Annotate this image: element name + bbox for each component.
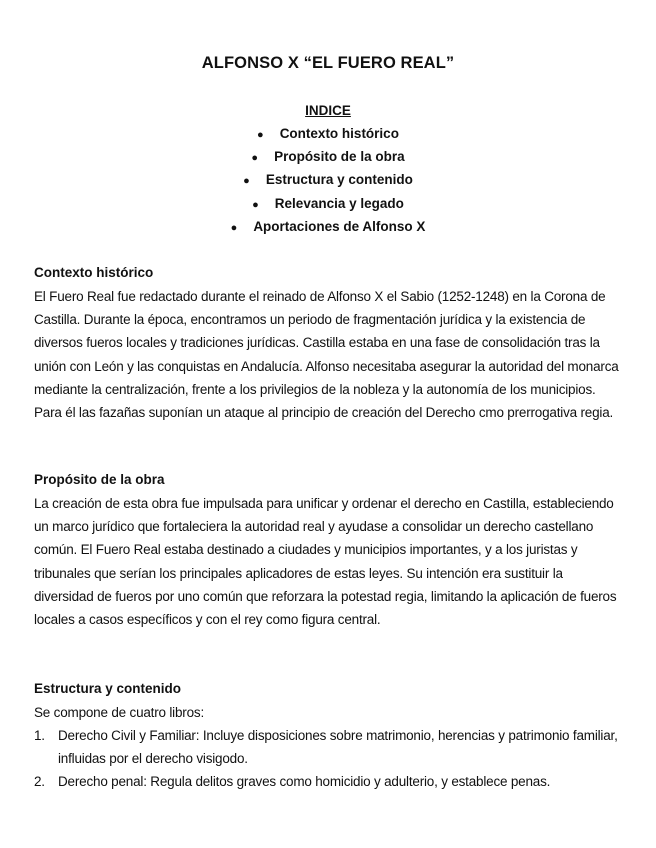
section-body-estructura: Se compone de cuatro libros: [34, 705, 204, 720]
index-item: ● Aportaciones de Alfonso X [0, 218, 656, 241]
numbered-list [34, 724, 624, 794]
bullet-icon: ● [243, 175, 250, 188]
section-heading-contexto: Contexto histórico [34, 265, 154, 280]
bullet-icon: ● [251, 152, 259, 165]
section-body-proposito: La creación de esta obra fue impulsada para unificar y ordenar el derecho en Castilla, estableciendo un marco jurídico que fortaleciera la autoridad real y ayudase a consolidar un derecho castellano común. El Fuero Real estaba destinado a ciudades y municipios importantes, y a los juristas y tribunales que serían los principales aplicadores de estas leyes. Su intención era sustituir la diversidad de fueros por uno común que reforzara la potestad regia, limitando la aplicación de fueros locales a casos específicos y con el rey como figura central. [34, 496, 617, 628]
index-heading: INDICE [305, 103, 351, 118]
document-title: ALFONSO X “EL FUERO REAL” [201, 54, 455, 72]
index-item: ● Relevancia y legado [0, 195, 656, 218]
list-item: 2. Derecho penal: Regula delitos graves como homicidio y adulterio, y establece penas. [34, 774, 551, 790]
section-heading-estructura: Estructura y contenido [34, 681, 182, 696]
list-item: 1. Derecho Civil y Familiar: Incluye disposiciones sobre matrimonio, herencias y patrimonio familiar, influidas por el derecho visigodo. [34, 728, 618, 767]
index-item: ● Estructura y contenido [0, 171, 656, 194]
bullet-icon: ● [252, 198, 259, 211]
index-item: ● Propósito de la obra [0, 148, 656, 171]
section-body-contexto: El Fuero Real fue redactado durante el reinado de Alfonso X el Sabio (1252-1248) en la Corona de Castilla. Durante la época, encontramos un periodo de fragmentación jurídica y la existencia de diversos fueros locales y tradiciones jurídicas. Castilla estaba en una fase de consolidación tras la unión con León y las conquistas en Andalucía. Alfonso necesitaba asegurar la autoridad del monarca mediante la centralización, frente a los privilegios de la nobleza y la autonomía de los municipios. Para él las fazañas suponían un ataque al principio de creación del Derecho cmo prerrogativa regia. [34, 289, 619, 421]
bullet-icon: ● [257, 129, 264, 141]
section-heading-proposito: Propósito de la obra [34, 472, 165, 487]
index-list [0, 125, 656, 241]
index-item: ● Contexto histórico [0, 125, 656, 148]
bullet-icon: ● [230, 221, 238, 234]
